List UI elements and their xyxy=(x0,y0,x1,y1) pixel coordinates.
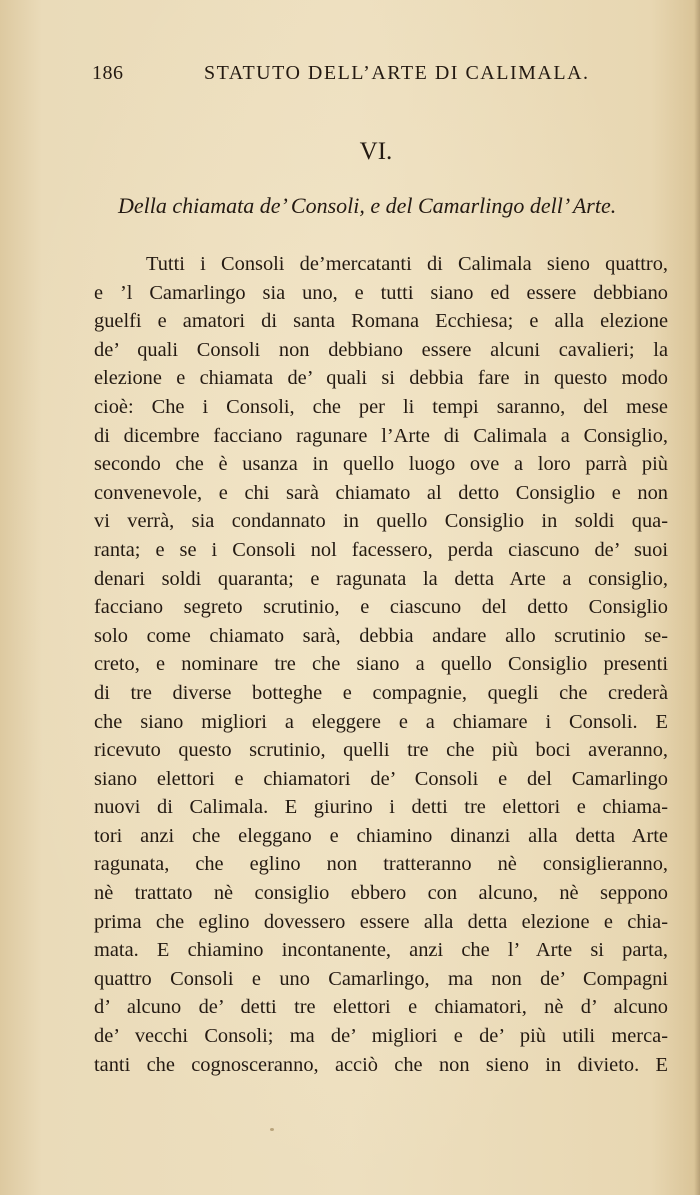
text-line: Tutti i Consoli de’mercatanti di Calimala sieno quattro, xyxy=(146,253,668,275)
text-line: ranta; e se i Consoli nol facessero, perda ciascuno de’ suoi xyxy=(94,538,668,561)
text-line: e ’l Camarlingo sia uno, e tutti siano ed essere debbiano xyxy=(94,281,668,304)
text-line: nè trattato nè consiglio ebbero con alcuno, nè seppono xyxy=(94,882,668,905)
text-line: secondo che è usanza in quello luogo ove a loro parrà più xyxy=(94,453,668,476)
text-line: denari soldi quaranta; e ragunata la detta Arte a consiglio, xyxy=(94,567,668,590)
text-line: de’ quali Consoli non debbiano essere alcuni cavalieri; la xyxy=(94,338,668,361)
text-line: ricevuto questo scrutinio, quelli tre che più boci averanno, xyxy=(94,739,668,762)
text-line: de’ vecchi Consoli; ma de’ migliori e de’ più utili merca- xyxy=(94,1025,668,1048)
running-title: STATUTO DELL’ARTE DI CALIMALA. xyxy=(204,62,590,84)
running-header xyxy=(92,62,668,88)
section-number: VI. xyxy=(359,138,393,165)
print-speck xyxy=(270,1128,274,1131)
text-line: solo come chiamato sarà, debbia andare allo scrutinio se- xyxy=(94,624,668,647)
page-number: 186 xyxy=(92,62,124,84)
section-title: Della chiamata de’ Consoli, e del Camarlingo dell’ Arte. xyxy=(118,193,617,218)
text-line: tori anzi che eleggano e chiamino dinanzi alla detta Arte xyxy=(94,824,668,847)
text-line: che siano migliori a eleggere e a chiamare i Consoli. E xyxy=(94,710,668,733)
text-line: nuovi di Calimala. E giurino i detti tre elettori e chiama- xyxy=(94,796,668,819)
text-line: creto, e nominare tre che siano a quello Consiglio presenti xyxy=(94,653,668,676)
text-line: prima che eglino dovessero essere alla detta elezione e chia- xyxy=(94,910,668,933)
text-line: d’ alcuno de’ detti tre elettori e chiamatori, nè d’ alcuno xyxy=(94,996,668,1019)
text-line: tanti che cognosceranno, acciò che non sieno in divieto. E xyxy=(94,1053,668,1076)
text-line: di dicembre facciano ragunare l’Arte di Calimala a Consiglio, xyxy=(94,424,668,447)
body-text xyxy=(94,250,668,1079)
page-edge-shadow xyxy=(694,0,700,1195)
text-line: facciano segreto scrutinio, e ciascuno del detto Consiglio xyxy=(94,596,668,619)
text-line: mata. E chiamino incontanente, anzi che l’ Arte si parta, xyxy=(94,939,668,962)
text-line: cioè: Che i Consoli, che per li tempi saranno, del mese xyxy=(94,395,668,418)
text-line: siano elettori e chiamatori de’ Consoli e del Camarlingo xyxy=(94,767,668,790)
text-line: vi verrà, sia condannato in quello Consiglio in soldi qua- xyxy=(94,510,668,533)
text-line: elezione e chiamata de’ quali si debbia fare in questo modo xyxy=(94,367,668,390)
text-line: ragunata, che eglino non tratteranno nè consiglieranno, xyxy=(94,853,668,876)
text-line: guelfi e amatori di santa Romana Ecchiesa; e alla elezione xyxy=(94,310,668,333)
text-line: quattro Consoli e uno Camarlingo, ma non de’ Compagni xyxy=(94,967,668,990)
text-line: di tre diverse botteghe e compagnie, quegli che crederà xyxy=(94,681,668,704)
text-line: convenevole, e chi sarà chiamato al detto Consiglio e non xyxy=(94,481,668,504)
